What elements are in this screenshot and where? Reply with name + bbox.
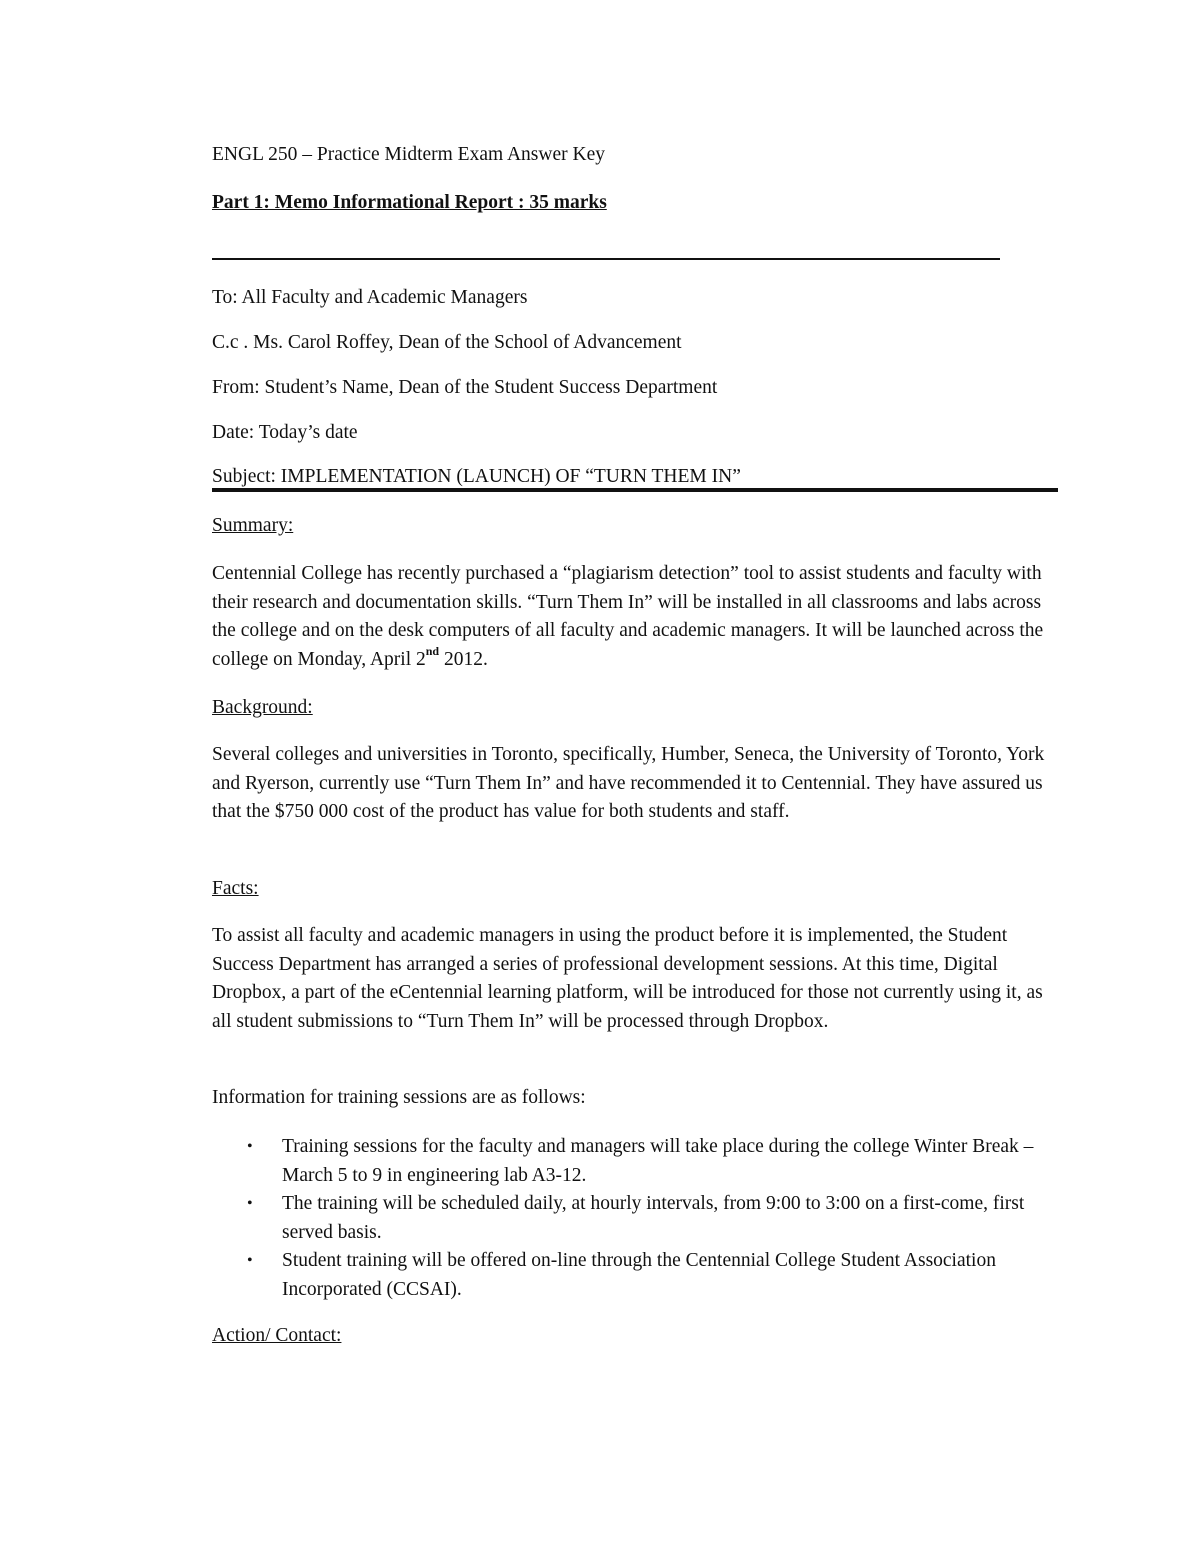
summary-heading: Summary: <box>212 515 294 536</box>
list-item: • Training sessions for the faculty and managers will take place during the college Winter Break – March 5 to 9 in engineering lab A3-12. <box>212 1133 1058 1190</box>
memo-subject: Subject: IMPLEMENTATION (LAUNCH) OF “TURN THEM IN” <box>212 466 741 487</box>
summary-text: Centennial College has recently purchased a “plagiarism detection” tool to assist students and faculty with their research and documentation skills. “Turn Them In” will be installed in all classrooms and labs across the college and on the desk computers of all faculty and academic managers. It will be launched across the college on Monday, April 2 <box>212 563 1044 670</box>
document-title: ENGL 250 – Practice Midterm Exam Answer Key <box>212 144 605 165</box>
summary-text-end: 2012. <box>439 648 488 670</box>
memo-from: From: Student’s Name, Dean of the Student Success Department <box>212 377 718 398</box>
bullet-icon: • <box>247 1195 253 1212</box>
memo-date: Date: Today’s date <box>212 422 358 443</box>
facts-heading: Facts: <box>212 878 259 899</box>
memo-cc: C.c . Ms. Carol Roffey, Dean of the School of Advancement <box>212 332 682 353</box>
part-heading: Part 1: Memo Informational Report : 35 marks <box>212 192 607 213</box>
action-contact-heading: Action/ Contact: <box>212 1325 342 1346</box>
bullet-icon: • <box>247 1252 253 1269</box>
separator-line <box>212 258 1000 260</box>
training-intro: Information for training sessions are as follows: <box>212 1087 586 1108</box>
ordinal-suffix: nd <box>425 644 440 658</box>
training-list <box>212 1133 1058 1304</box>
summary-paragraph <box>212 560 1058 674</box>
memo-to: To: All Faculty and Academic Managers <box>212 287 528 308</box>
list-item: • Student training will be offered on-line through the Centennial College Student Association Incorporated (CCSAI). <box>212 1247 1058 1304</box>
background-heading: Background: <box>212 697 313 718</box>
subject-underline-rule <box>212 488 1058 492</box>
background-paragraph: Several colleges and universities in Toronto, specifically, Humber, Seneca, the University of Toronto, York and Ryerson, currently use “Turn Them In” and have recommended it to Centennial. They have assured us that the $750 000 cost of the product has value for both students and staff. <box>212 744 1045 822</box>
facts-paragraph: To assist all faculty and academic managers in using the product before it is implemented, the Student Success Department has arranged a series of professional development sessions. At this time, Digital Dropbox, a part of the eCentennial learning platform, will be introduced for those not currently using it, as all student submissions to “Turn Them In” will be processed through Dropbox. <box>212 925 1043 1032</box>
bullet-icon: • <box>247 1138 253 1155</box>
list-item: • The training will be scheduled daily, at hourly intervals, from 9:00 to 3:00 on a first-come, first served basis. <box>212 1190 1058 1247</box>
